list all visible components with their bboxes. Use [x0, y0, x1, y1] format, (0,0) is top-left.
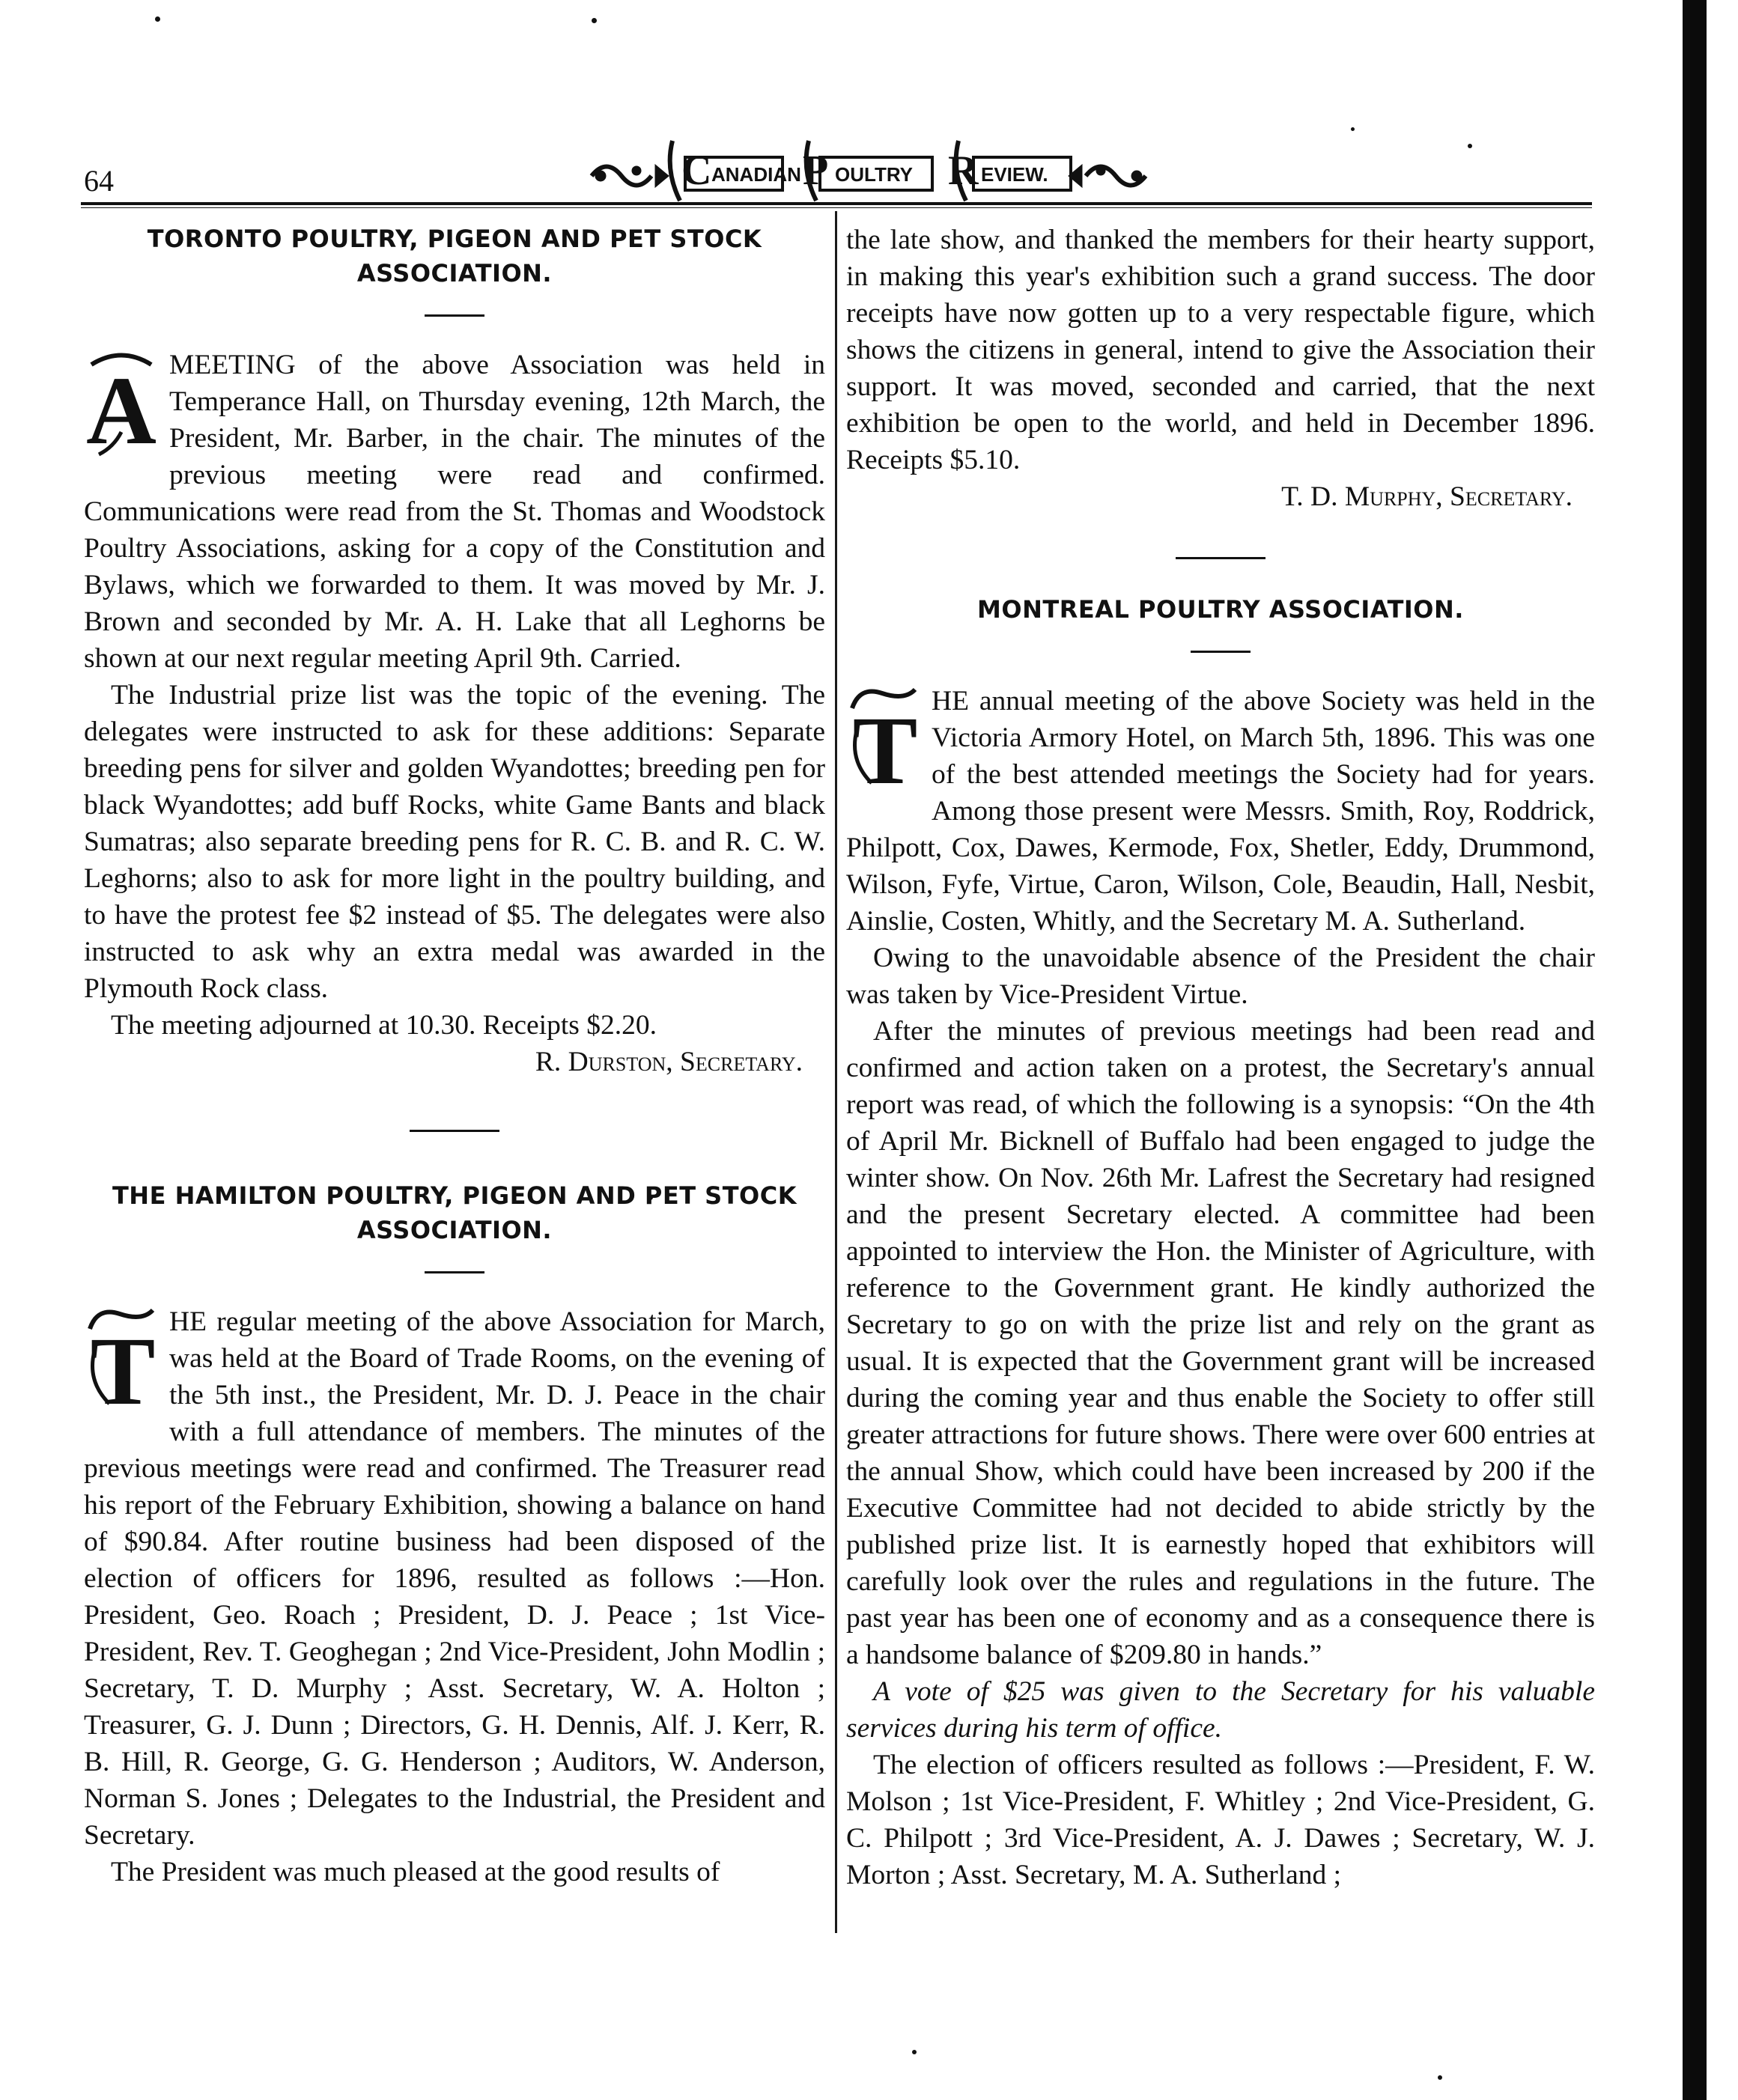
- toronto-title-rule: [425, 314, 484, 317]
- hamilton-headline-line1: THE HAMILTON POULTRY, PIGEON AND PET STOCK: [112, 1181, 797, 1210]
- masthead-word-eview: EVIEW.: [981, 163, 1048, 186]
- masthead-initial-r: R: [948, 147, 979, 194]
- header-rule: [81, 202, 1592, 205]
- masthead-word-oultry: OULTRY: [835, 163, 913, 186]
- montreal-dropcap-letter: T: [852, 697, 918, 798]
- toronto-headline-line2: ASSOCIATION.: [356, 259, 553, 287]
- masthead-initial-p: P: [803, 147, 829, 194]
- montreal-paragraph-4-text: A vote of $25 was given to the Secretary for his valuable services during his term of office.: [846, 1676, 1595, 1744]
- hamilton-dropcap: [84, 1306, 159, 1419]
- montreal-paragraph-1-text: HE annual meeting of the above Society was held in the Victoria Armory Hotel, on March 5th, 1896. This was one of the best attended meetings the Society had for years. Among those present were Messrs. Smith, Roy, Roddrick, Philpott, Cox, Dawes, Kermode, Fox, Shetler, Eddy, Drummond, Wilson, Fyfe, Virtue, Caron, Wilson, Cole, Beaudin, Hall, Nesbit, Ainslie, Costen, Whitly, and the Secretary M. A. Sutherland.: [846, 686, 1595, 937]
- hamilton-paragraph-1-text: HE regular meeting of the above Association for March, was held at the Board of Trade Rooms, on the evening of the 5th inst., the President, Mr. D. J. Peace in the chair with a full attendance of members. The minutes of the previous meetings were read and confirmed. The Treasurer read his report of the February Exhibition, showing a balance on hand of $90.84. After routine business had been disposed of the election of officers for 1896, resulted as follows :—Hon. President, Geo. Roach ; President, D. J. Peace ; 1st Vice-President, Rev. T. Geoghegan ; 2nd Vice-President, John Modlin ; Secretary, T. D. Murphy ; Asst. Secretary, W. A. Holton ; Treasurer, G. J. Dunn ; Directors, G. H. Dennis, Alf. J. Kerr, R. B. Hill, R. George, G. G. Henderson ; Auditors, W. Anderson, Norman S. Jones ; Delegates to the Industrial, the President and Secretary.: [84, 1306, 825, 1851]
- masthead-initial-c: C: [681, 147, 712, 194]
- toronto-dropcap-letter: A: [86, 357, 157, 462]
- montreal-article: [846, 592, 1595, 1893]
- page-number: 64: [84, 164, 114, 198]
- scan-edge-bar: [1683, 0, 1707, 2100]
- toronto-paragraph-2: The Industrial prize list was the topic of the evening. The delegates were instructed to ask for these additions: Separate breeding pens for silver and golden Wyandottes; breeding pen for black Wyandottes; add buff Rocks, white Game Bants and black Sumatras; also separate breeding pens for R. C. B. and R. C. W. Leghorns; also to ask for more light in the poultry building, and to have the protest fee $2 instead of $5. The delegates were also instructed to ask why an extra medal was awarded in the Plymouth Rock class.: [84, 680, 825, 1004]
- hamilton-article: [84, 1178, 825, 1890]
- montreal-headline: MONTREAL POULTRY ASSOCIATION.: [977, 595, 1464, 624]
- hamilton-paragraph-2: The President was much pleased at the good results of: [111, 1857, 720, 1887]
- toronto-dropcap: [84, 350, 159, 462]
- section-separator: [1176, 557, 1265, 559]
- hamilton-headline-line2: ASSOCIATION.: [356, 1216, 553, 1244]
- masthead: [584, 135, 1153, 202]
- hamilton-dropcap-letter: T: [90, 1318, 156, 1419]
- hamilton-title-rule: [425, 1271, 484, 1273]
- scan-speck: [912, 2050, 917, 2054]
- montreal-paragraph-2: Owing to the unavoidable absence of the President the chair was taken by Vice-President Virtue.: [846, 943, 1595, 1010]
- masthead-word-anadian: ANADIAN: [711, 163, 801, 186]
- toronto-headline: [84, 222, 825, 290]
- right-column: [846, 222, 1595, 1893]
- montreal-dropcap: [846, 686, 921, 798]
- toronto-signature: R. Durston, Secretary.: [535, 1047, 803, 1077]
- scan-speck: [1351, 127, 1355, 131]
- scan-speck: [1438, 2075, 1442, 2080]
- scan-speck: [592, 18, 597, 23]
- hamilton-signature: T. D. Murphy, Secretary.: [1281, 481, 1573, 512]
- hamilton-headline: [84, 1178, 825, 1247]
- toronto-paragraph-1: [84, 347, 825, 677]
- montreal-title-rule: [1191, 651, 1251, 653]
- toronto-headline-line1: TORONTO POULTRY, PIGEON AND PET STOCK: [147, 225, 762, 253]
- header-rule-thin: [81, 207, 1592, 208]
- hamilton-continued: [846, 222, 1595, 515]
- hamilton-continued-paragraph: the late show, and thanked the members for their hearty support, in making this year's exhibition such a grand success. The door receipts have now gotten up to a very respectable figure, which shows the citizens in general, intend to give the Association their support. It was moved, seconded and carried, that the next exhibition be open to the world, and held in December 1896. Receipts $5.10.: [846, 225, 1595, 475]
- scan-speck: [155, 16, 160, 22]
- masthead-ornament: [584, 135, 1153, 202]
- toronto-article: [84, 222, 825, 1080]
- toronto-paragraph-3: The meeting adjourned at 10.30. Receipts $2.20.: [111, 1010, 657, 1041]
- column-divider: [835, 211, 837, 1933]
- hamilton-paragraph-1: [84, 1303, 825, 1854]
- section-separator: [410, 1130, 499, 1132]
- toronto-paragraph-1-text: MEETING of the above Association was held in Temperance Hall, on Thursday evening, 12th March, the President, Mr. Barber, in the chair. The minutes of the previous meeting were read and confirmed. Communications were read from the St. Thomas and Woodstock Poultry Associations, asking for a copy of the Constitution and Bylaws, which we forwarded to them. It was moved by Mr. J. Brown and seconded by Mr. A. H. Lake that all Leghorns be shown at our next regular meeting April 9th. Carried.: [84, 350, 825, 674]
- montreal-paragraph-5: The election of officers resulted as follows :—President, F. W. Molson ; 1st Vice-President, F. Whitley ; 2nd Vice-President, G. C. Philpott ; 3rd Vice-President, A. J. Dawes ; Secretary, W. J. Morton ; Asst. Secretary, M. A. Sutherland ;: [846, 1750, 1595, 1890]
- scan-speck: [1468, 144, 1472, 148]
- montreal-paragraph-4: [846, 1673, 1595, 1747]
- left-column: [84, 222, 825, 1890]
- montreal-paragraph-1: [846, 683, 1595, 940]
- montreal-paragraph-3: After the minutes of previous meetings had been read and confirmed and action taken on a protest, the Secretary's annual report was read, of which the following is a synopsis: “On the 4th of April Mr. Bicknell of Buffalo had been engaged to judge the winter show. On Nov. 26th Mr. Lafrest the Secretary had resigned and the present Secretary elected. A committee had been appointed to interview the Hon. the Minister of Agriculture, with reference to the Government grant. He kindly authorized the Secretary to go on with the prize list and rely on the grant as usual. It is expected that the Government grant will be increased during the coming year and thus enable the Society to offer still greater attractions for future shows. There were over 600 entries at the annual Show, which could have been increased by 200 if the Executive Committee had not decided to abide strictly by the published prize list. It is earnestly hoped that exhibitors will carefully look over the rules and regulations in the future. The past year has been one of economy and as a consequence there is a handsome balance of $209.80 in hands.”: [846, 1016, 1595, 1670]
